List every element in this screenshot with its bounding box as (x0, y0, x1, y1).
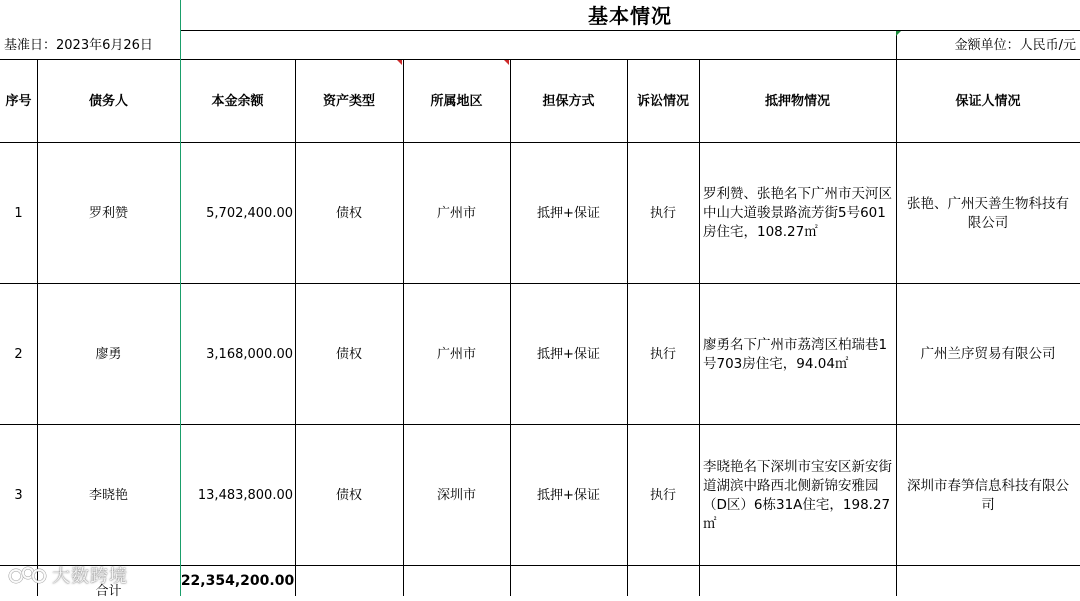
row2-collateral: 廖勇名下广州市荔湾区柏瑞巷1号703房住宅，94.04㎡ (703, 336, 888, 372)
row2-no: 2 (14, 346, 23, 362)
row1-guarantor: 张艳、广州天善生物科技有限公司 (907, 195, 1069, 231)
row1-collateral: 罗利赞、张艳名下广州市天河区中山大道骏景路流芳街5号601房住宅，108.27㎡ (703, 186, 892, 240)
row1-principal: 5,702,400.00 (206, 205, 293, 221)
grid-line (0, 142, 1080, 143)
header-guarantee: 担保方式 (542, 93, 595, 109)
grid-line (0, 424, 1080, 425)
row3-asset-type: 债权 (335, 487, 362, 503)
grid-line (180, 30, 1080, 31)
row1-guarantee: 抵押+保证 (537, 205, 600, 221)
watermark-logo-icon (8, 564, 48, 586)
note-marker-icon (896, 31, 901, 36)
total-label: 合计 (95, 584, 122, 599)
row3-collateral: 李晓艳名下深圳市宝安区新安街道湖滨中路西北侧新锦安雅园（D区）6栋31A住宅，198.27㎡ (703, 458, 892, 532)
row2-region: 广州市 (436, 346, 476, 362)
header-litigation: 诉讼情况 (636, 93, 689, 109)
grid-line (0, 565, 1080, 566)
grid-line (699, 59, 700, 596)
header-guarantor: 保证人情况 (955, 93, 1021, 109)
sheet-title: 基本情况 (588, 3, 672, 28)
header-asset-type: 资产类型 (322, 93, 375, 109)
header-region: 所属地区 (430, 93, 483, 109)
comment-marker-icon (504, 60, 509, 65)
header-no: 序号 (5, 93, 32, 109)
watermark-text: 大数跨境 (52, 566, 128, 587)
row2-litigation: 执行 (649, 346, 676, 362)
row2-debtor: 廖勇 (95, 346, 122, 362)
row3-no: 3 (14, 487, 23, 503)
row2-guarantor: 广州兰序贸易有限公司 (920, 346, 1056, 362)
row3-guarantor: 深圳市春笋信息科技有限公司 (907, 477, 1069, 513)
row2-asset-type: 债权 (335, 346, 362, 362)
row1-asset-type: 债权 (335, 205, 362, 221)
header-principal: 本金余额 (211, 93, 264, 109)
grid-line (295, 59, 296, 596)
row1-debtor: 罗利赞 (88, 205, 128, 221)
row3-debtor: 李晓艳 (88, 487, 128, 503)
watermark (8, 562, 128, 588)
row1-no: 1 (14, 205, 23, 221)
grid-line (0, 59, 1080, 60)
row3-region: 深圳市 (436, 487, 476, 503)
header-collateral: 抵押物情况 (764, 93, 830, 109)
grid-line (627, 59, 628, 596)
row2-principal: 3,168,000.00 (206, 346, 293, 362)
row2-guarantee: 抵押+保证 (537, 346, 600, 362)
grid-line (510, 59, 511, 596)
row1-region: 广州市 (436, 205, 476, 221)
comment-marker-icon (397, 60, 402, 65)
base-date: 基准日：2023年6月26日 (4, 37, 153, 53)
grid-line (0, 283, 1080, 284)
grid-line (37, 59, 38, 596)
row3-litigation: 执行 (649, 487, 676, 503)
row3-principal: 13,483,800.00 (197, 487, 293, 503)
frozen-pane-divider (180, 0, 181, 596)
total-value: 22,354,200.00 (180, 573, 295, 589)
header-debtor: 债务人 (88, 93, 128, 109)
row1-litigation: 执行 (649, 205, 676, 221)
currency-unit: 金额单位：人民币/元 (954, 37, 1076, 53)
grid-line (896, 30, 897, 596)
row3-guarantee: 抵押+保证 (537, 487, 600, 503)
grid-line (403, 59, 404, 596)
